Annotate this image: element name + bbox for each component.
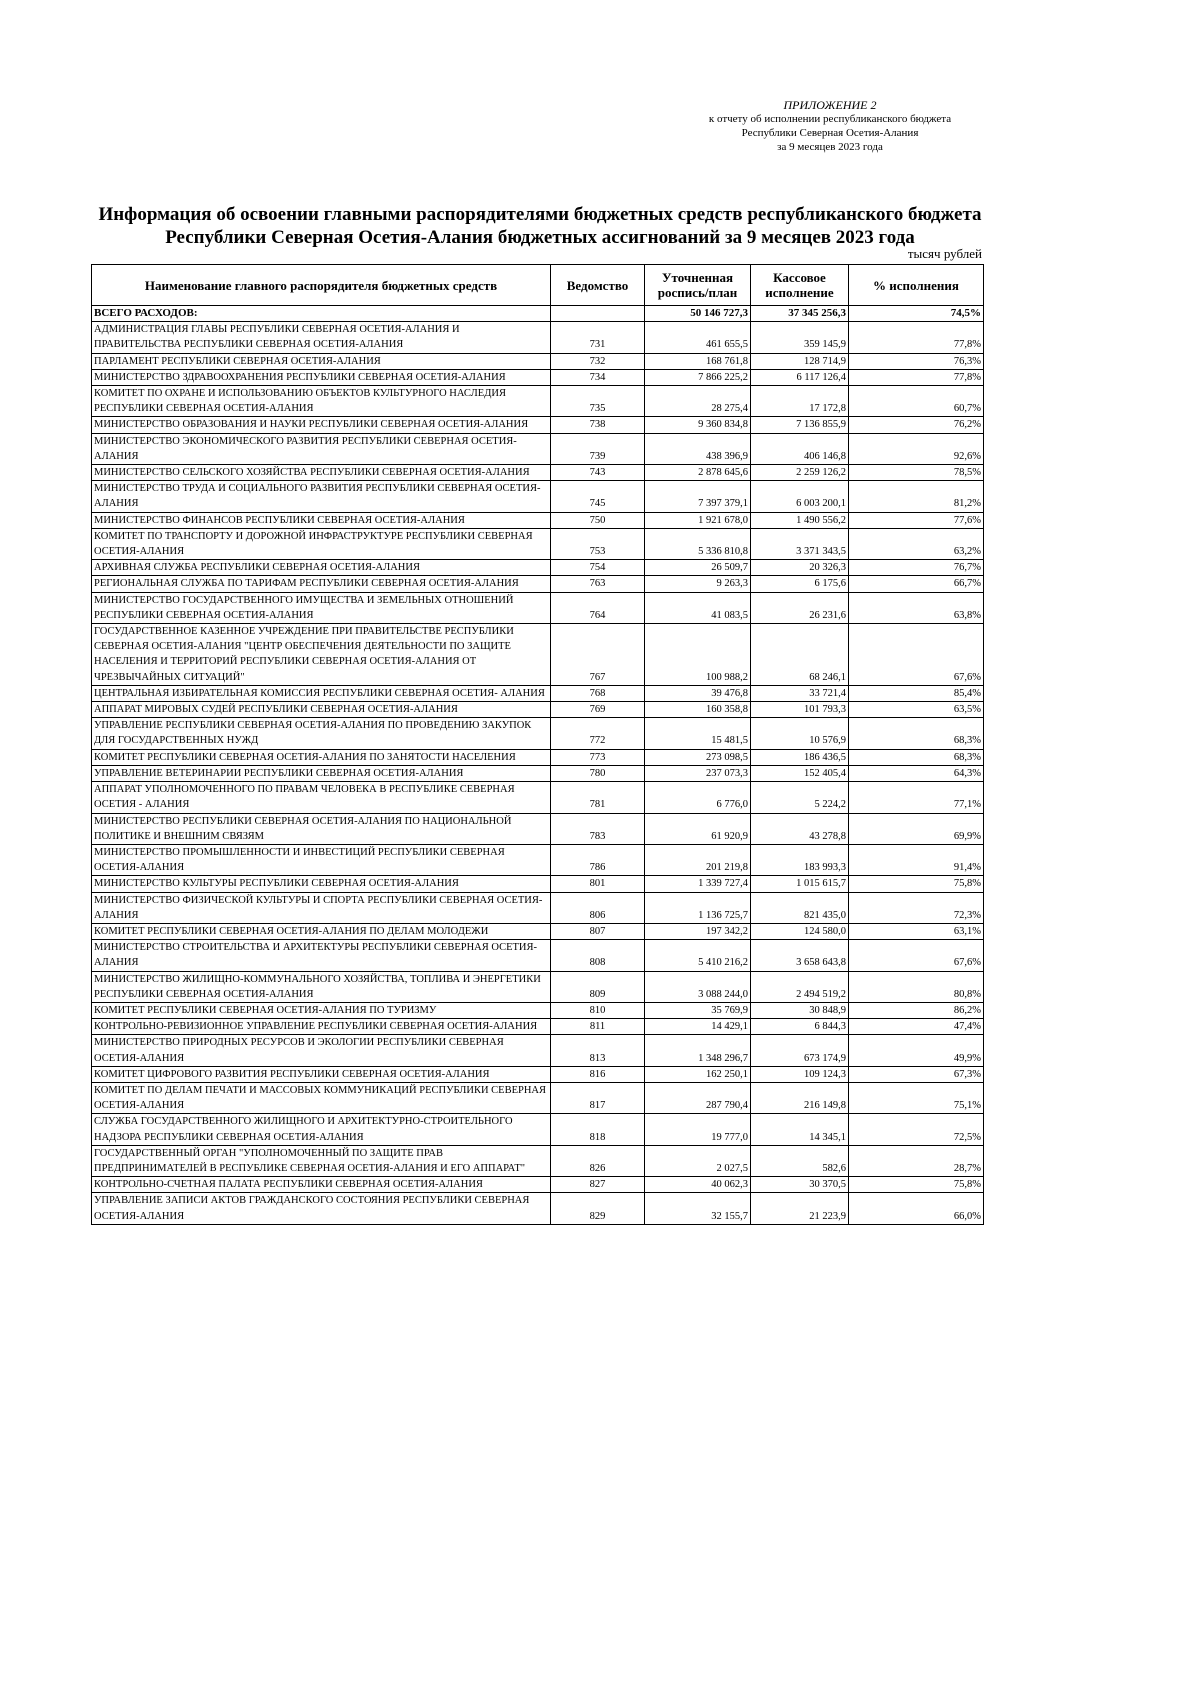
row-pct: 76,2%	[849, 417, 984, 433]
row-plan: 35 769,9	[645, 1002, 751, 1018]
table-body	[92, 306, 984, 1225]
row-name: МИНИСТЕРСТВО ТРУДА И СОЦИАЛЬНОГО РАЗВИТИЯ РЕСПУБЛИКИ СЕВЕРНАЯ ОСЕТИЯ-АЛАНИЯ	[92, 481, 551, 512]
row-cash: 6 175,6	[751, 576, 849, 592]
row-dept: 764	[551, 592, 645, 623]
row-cash: 68 246,1	[751, 624, 849, 686]
row-cash: 2 494 519,2	[751, 971, 849, 1002]
row-pct: 64,3%	[849, 765, 984, 781]
table-row	[92, 971, 984, 1002]
row-pct: 47,4%	[849, 1019, 984, 1035]
row-dept: 743	[551, 465, 645, 481]
row-cash: 20 326,3	[751, 560, 849, 576]
row-cash: 673 174,9	[751, 1035, 849, 1066]
row-dept: 754	[551, 560, 645, 576]
row-cash: 43 278,8	[751, 813, 849, 844]
row-pct: 63,1%	[849, 923, 984, 939]
row-plan: 197 342,2	[645, 923, 751, 939]
total-dept	[551, 306, 645, 322]
row-pct: 67,3%	[849, 1066, 984, 1082]
row-pct: 72,5%	[849, 1114, 984, 1145]
row-cash: 30 848,9	[751, 1002, 849, 1018]
row-pct: 76,3%	[849, 353, 984, 369]
row-plan: 168 761,8	[645, 353, 751, 369]
row-plan: 26 509,7	[645, 560, 751, 576]
row-cash: 101 793,3	[751, 702, 849, 718]
row-name: СЛУЖБА ГОСУДАРСТВЕННОГО ЖИЛИЩНОГО И АРХИТЕКТУРНО-СТРОИТЕЛЬНОГО НАДЗОРА РЕСПУБЛИКИ СЕВЕРНАЯ ОСЕТИЯ-АЛАНИЯ	[92, 1114, 551, 1145]
table-row	[92, 940, 984, 971]
row-name: КОМИТЕТ РЕСПУБЛИКИ СЕВЕРНАЯ ОСЕТИЯ-АЛАНИЯ ПО ДЕЛАМ МОЛОДЕЖИ	[92, 923, 551, 939]
table-row	[92, 481, 984, 512]
table-row	[92, 782, 984, 813]
row-cash: 821 435,0	[751, 892, 849, 923]
row-name: КОМИТЕТ ПО ТРАНСПОРТУ И ДОРОЖНОЙ ИНФРАСТРУКТУРЕ РЕСПУБЛИКИ СЕВЕРНАЯ ОСЕТИЯ-АЛАНИЯ	[92, 528, 551, 559]
table-row	[92, 433, 984, 464]
row-plan: 160 358,8	[645, 702, 751, 718]
appendix-line: за 9 месяцев 2023 года	[777, 141, 883, 153]
row-dept: 753	[551, 528, 645, 559]
table-row	[92, 417, 984, 433]
row-pct: 63,8%	[849, 592, 984, 623]
row-dept: 738	[551, 417, 645, 433]
table-row	[92, 685, 984, 701]
row-pct: 66,7%	[849, 576, 984, 592]
table-row	[92, 624, 984, 686]
appendix-title: ПРИЛОЖЕНИЕ 2	[783, 98, 877, 112]
row-pct: 68,3%	[849, 718, 984, 749]
table-row	[92, 353, 984, 369]
table-row	[92, 528, 984, 559]
row-dept: 809	[551, 971, 645, 1002]
row-pct: 63,2%	[849, 528, 984, 559]
row-cash: 17 172,8	[751, 386, 849, 417]
row-dept: 780	[551, 765, 645, 781]
row-cash: 26 231,6	[751, 592, 849, 623]
row-cash: 6 117 126,4	[751, 369, 849, 385]
row-cash: 3 371 343,5	[751, 528, 849, 559]
table-header-row	[92, 265, 984, 306]
table-row	[92, 813, 984, 844]
row-plan: 15 481,5	[645, 718, 751, 749]
total-row	[92, 306, 984, 322]
row-cash: 128 714,9	[751, 353, 849, 369]
row-plan: 6 776,0	[645, 782, 751, 813]
total-cash: 37 345 256,3	[751, 306, 849, 322]
total-pct: 74,5%	[849, 306, 984, 322]
row-cash: 5 224,2	[751, 782, 849, 813]
row-pct: 72,3%	[849, 892, 984, 923]
table-row	[92, 576, 984, 592]
table-row	[92, 592, 984, 623]
row-plan: 5 410 216,2	[645, 940, 751, 971]
table-row	[92, 512, 984, 528]
row-name: УПРАВЛЕНИЕ ЗАПИСИ АКТОВ ГРАЖДАНСКОГО СОСТОЯНИЯ РЕСПУБЛИКИ СЕВЕРНАЯ ОСЕТИЯ-АЛАНИЯ	[92, 1193, 551, 1224]
table-row	[92, 465, 984, 481]
row-name: АДМИНИСТРАЦИЯ ГЛАВЫ РЕСПУБЛИКИ СЕВЕРНАЯ ОСЕТИЯ-АЛАНИЯ И ПРАВИТЕЛЬСТВА РЕСПУБЛИКИ СЕВЕРНАЯ ОСЕТИЯ-АЛАНИЯ	[92, 322, 551, 353]
row-pct: 60,7%	[849, 386, 984, 417]
appendix-line: к отчету об исполнении республиканского бюджета	[708, 113, 952, 125]
row-dept: 781	[551, 782, 645, 813]
row-plan: 9 360 834,8	[645, 417, 751, 433]
row-name: УПРАВЛЕНИЕ ВЕТЕРИНАРИИ РЕСПУБЛИКИ СЕВЕРНАЯ ОСЕТИЯ-АЛАНИЯ	[92, 765, 551, 781]
row-pct: 77,6%	[849, 512, 984, 528]
row-plan: 287 790,4	[645, 1082, 751, 1113]
row-plan: 438 396,9	[645, 433, 751, 464]
row-pct: 91,4%	[849, 844, 984, 875]
row-cash: 152 405,4	[751, 765, 849, 781]
row-pct: 75,8%	[849, 1177, 984, 1193]
row-dept: 772	[551, 718, 645, 749]
row-name: КОНТРОЛЬНО-РЕВИЗИОННОЕ УПРАВЛЕНИЕ РЕСПУБЛИКИ СЕВЕРНАЯ ОСЕТИЯ-АЛАНИЯ	[92, 1019, 551, 1035]
row-dept: 734	[551, 369, 645, 385]
row-cash: 406 146,8	[751, 433, 849, 464]
row-name: МИНИСТЕРСТВО ПРОМЫШЛЕННОСТИ И ИНВЕСТИЦИЙ РЕСПУБЛИКИ СЕВЕРНАЯ ОСЕТИЯ-АЛАНИЯ	[92, 844, 551, 875]
row-name: МИНИСТЕРСТВО РЕСПУБЛИКИ СЕВЕРНАЯ ОСЕТИЯ-АЛАНИЯ ПО НАЦИОНАЛЬНОЙ ПОЛИТИКЕ И ВНЕШНИМ СВЯЗЯМ	[92, 813, 551, 844]
row-pct: 49,9%	[849, 1035, 984, 1066]
row-pct: 77,1%	[849, 782, 984, 813]
row-pct: 68,3%	[849, 749, 984, 765]
row-name: ЦЕНТРАЛЬНАЯ ИЗБИРАТЕЛЬНАЯ КОМИССИЯ РЕСПУБЛИКИ СЕВЕРНАЯ ОСЕТИЯ- АЛАНИЯ	[92, 685, 551, 701]
row-plan: 28 275,4	[645, 386, 751, 417]
table-row	[92, 1019, 984, 1035]
row-name: РЕГИОНАЛЬНАЯ СЛУЖБА ПО ТАРИФАМ РЕСПУБЛИКИ СЕВЕРНАЯ ОСЕТИЯ-АЛАНИЯ	[92, 576, 551, 592]
row-pct: 75,8%	[849, 876, 984, 892]
appendix-line: Республики Северная Осетия-Алания	[741, 127, 919, 139]
row-plan: 39 476,8	[645, 685, 751, 701]
row-dept: 732	[551, 353, 645, 369]
row-plan: 2 878 645,6	[645, 465, 751, 481]
row-dept: 807	[551, 923, 645, 939]
row-name: МИНИСТЕРСТВО СТРОИТЕЛЬСТВА И АРХИТЕКТУРЫ РЕСПУБЛИКИ СЕВЕРНАЯ ОСЕТИЯ-АЛАНИЯ	[92, 940, 551, 971]
row-dept: 745	[551, 481, 645, 512]
table-row	[92, 1114, 984, 1145]
row-name: КОМИТЕТ ПО ДЕЛАМ ПЕЧАТИ И МАССОВЫХ КОММУНИКАЦИЙ РЕСПУБЛИКИ СЕВЕРНАЯ ОСЕТИЯ-АЛАНИЯ	[92, 1082, 551, 1113]
row-plan: 7 866 225,2	[645, 369, 751, 385]
header-pct: % исполнения	[849, 265, 984, 306]
row-pct: 77,8%	[849, 369, 984, 385]
row-pct: 67,6%	[849, 624, 984, 686]
row-name: КОМИТЕТ ЦИФРОВОГО РАЗВИТИЯ РЕСПУБЛИКИ СЕВЕРНАЯ ОСЕТИЯ-АЛАНИЯ	[92, 1066, 551, 1082]
row-cash: 186 436,5	[751, 749, 849, 765]
table-row	[92, 1002, 984, 1018]
row-dept: 827	[551, 1177, 645, 1193]
row-dept: 826	[551, 1145, 645, 1176]
row-dept: 769	[551, 702, 645, 718]
row-dept: 739	[551, 433, 645, 464]
row-name: МИНИСТЕРСТВО ФИНАНСОВ РЕСПУБЛИКИ СЕВЕРНАЯ ОСЕТИЯ-АЛАНИЯ	[92, 512, 551, 528]
table-row	[92, 702, 984, 718]
row-dept: 801	[551, 876, 645, 892]
row-dept: 750	[551, 512, 645, 528]
budget-table	[91, 264, 984, 1225]
total-plan: 50 146 727,3	[645, 306, 751, 322]
row-plan: 273 098,5	[645, 749, 751, 765]
row-name: МИНИСТЕРСТВО ЖИЛИЩНО-КОММУНАЛЬНОГО ХОЗЯЙСТВА, ТОПЛИВА И ЭНЕРГЕТИКИ РЕСПУБЛИКИ СЕВЕРНАЯ ОСЕТИЯ-АЛАНИЯ	[92, 971, 551, 1002]
table-row	[92, 322, 984, 353]
row-cash: 10 576,9	[751, 718, 849, 749]
row-pct: 66,0%	[849, 1193, 984, 1224]
table-row	[92, 844, 984, 875]
row-dept: 810	[551, 1002, 645, 1018]
row-dept: 811	[551, 1019, 645, 1035]
row-name: КОМИТЕТ РЕСПУБЛИКИ СЕВЕРНАЯ ОСЕТИЯ-АЛАНИЯ ПО ЗАНЯТОСТИ НАСЕЛЕНИЯ	[92, 749, 551, 765]
row-dept: 786	[551, 844, 645, 875]
table-row	[92, 1066, 984, 1082]
row-name: МИНИСТЕРСТВО ГОСУДАРСТВЕННОГО ИМУЩЕСТВА И ЗЕМЕЛЬНЫХ ОТНОШЕНИЙ РЕСПУБЛИКИ СЕВЕРНАЯ ОСЕТИЯ-АЛАНИЯ	[92, 592, 551, 623]
row-name: МИНИСТЕРСТВО ОБРАЗОВАНИЯ И НАУКИ РЕСПУБЛИКИ СЕВЕРНАЯ ОСЕТИЯ-АЛАНИЯ	[92, 417, 551, 433]
table-row	[92, 749, 984, 765]
row-name: КОМИТЕТ РЕСПУБЛИКИ СЕВЕРНАЯ ОСЕТИЯ-АЛАНИЯ ПО ТУРИЗМУ	[92, 1002, 551, 1018]
row-name: АППАРАТ УПОЛНОМОЧЕННОГО ПО ПРАВАМ ЧЕЛОВЕКА В РЕСПУБЛИКЕ СЕВЕРНАЯ ОСЕТИЯ - АЛАНИЯ	[92, 782, 551, 813]
row-plan: 1 348 296,7	[645, 1035, 751, 1066]
row-pct: 75,1%	[849, 1082, 984, 1113]
row-pct: 86,2%	[849, 1002, 984, 1018]
row-dept: 817	[551, 1082, 645, 1113]
row-cash: 216 149,8	[751, 1082, 849, 1113]
table-row	[92, 560, 984, 576]
header-cash: Кассовое исполнение	[751, 265, 849, 306]
row-pct: 78,5%	[849, 465, 984, 481]
row-name: ПАРЛАМЕНТ РЕСПУБЛИКИ СЕВЕРНАЯ ОСЕТИЯ-АЛАНИЯ	[92, 353, 551, 369]
row-cash: 30 370,5	[751, 1177, 849, 1193]
row-pct: 28,7%	[849, 1145, 984, 1176]
row-plan: 19 777,0	[645, 1114, 751, 1145]
row-name: МИНИСТЕРСТВО ФИЗИЧЕСКОЙ КУЛЬТУРЫ И СПОРТА РЕСПУБЛИКИ СЕВЕРНАЯ ОСЕТИЯ-АЛАНИЯ	[92, 892, 551, 923]
appendix-block	[640, 98, 1020, 154]
row-cash: 2 259 126,2	[751, 465, 849, 481]
row-name: КОМИТЕТ ПО ОХРАНЕ И ИСПОЛЬЗОВАНИЮ ОБЪЕКТОВ КУЛЬТУРНОГО НАСЛЕДИЯ РЕСПУБЛИКИ СЕВЕРНАЯ ОСЕТИЯ-АЛАНИЯ	[92, 386, 551, 417]
row-dept: 813	[551, 1035, 645, 1066]
row-cash: 14 345,1	[751, 1114, 849, 1145]
row-cash: 6 003 200,1	[751, 481, 849, 512]
row-name: МИНИСТЕРСТВО ПРИРОДНЫХ РЕСУРСОВ И ЭКОЛОГИИ РЕСПУБЛИКИ СЕВЕРНАЯ ОСЕТИЯ-АЛАНИЯ	[92, 1035, 551, 1066]
row-name: УПРАВЛЕНИЕ РЕСПУБЛИКИ СЕВЕРНАЯ ОСЕТИЯ-АЛАНИЯ ПО ПРОВЕДЕНИЮ ЗАКУПОК ДЛЯ ГОСУДАРСТВЕННЫХ НУЖД	[92, 718, 551, 749]
row-plan: 5 336 810,8	[645, 528, 751, 559]
table-row	[92, 1082, 984, 1113]
units-label: тысяч рублей	[907, 246, 982, 261]
row-dept: 818	[551, 1114, 645, 1145]
table-row	[92, 892, 984, 923]
table-row	[92, 1035, 984, 1066]
header-plan: Уточненная роспись/план	[645, 265, 751, 306]
row-dept: 773	[551, 749, 645, 765]
row-plan: 100 988,2	[645, 624, 751, 686]
table-row	[92, 369, 984, 385]
row-name: АППАРАТ МИРОВЫХ СУДЕЙ РЕСПУБЛИКИ СЕВЕРНАЯ ОСЕТИЯ-АЛАНИЯ	[92, 702, 551, 718]
header-name: Наименование главного распорядителя бюджетных средств	[92, 265, 551, 306]
row-name: МИНИСТЕРСТВО КУЛЬТУРЫ РЕСПУБЛИКИ СЕВЕРНАЯ ОСЕТИЯ-АЛАНИЯ	[92, 876, 551, 892]
row-name: МИНИСТЕРСТВО СЕЛЬСКОГО ХОЗЯЙСТВА РЕСПУБЛИКИ СЕВЕРНАЯ ОСЕТИЯ-АЛАНИЯ	[92, 465, 551, 481]
row-plan: 461 655,5	[645, 322, 751, 353]
row-name: АРХИВНАЯ СЛУЖБА РЕСПУБЛИКИ СЕВЕРНАЯ ОСЕТИЯ-АЛАНИЯ	[92, 560, 551, 576]
row-plan: 32 155,7	[645, 1193, 751, 1224]
row-plan: 201 219,8	[645, 844, 751, 875]
table-row	[92, 1177, 984, 1193]
row-cash: 33 721,4	[751, 685, 849, 701]
row-pct: 69,9%	[849, 813, 984, 844]
row-plan: 41 083,5	[645, 592, 751, 623]
row-plan: 9 263,3	[645, 576, 751, 592]
row-plan: 14 429,1	[645, 1019, 751, 1035]
row-cash: 183 993,3	[751, 844, 849, 875]
row-plan: 2 027,5	[645, 1145, 751, 1176]
row-plan: 61 920,9	[645, 813, 751, 844]
row-pct: 63,5%	[849, 702, 984, 718]
row-pct: 92,6%	[849, 433, 984, 464]
row-dept: 735	[551, 386, 645, 417]
table-row	[92, 876, 984, 892]
row-cash: 582,6	[751, 1145, 849, 1176]
row-cash: 7 136 855,9	[751, 417, 849, 433]
row-pct: 81,2%	[849, 481, 984, 512]
row-plan: 3 088 244,0	[645, 971, 751, 1002]
row-dept: 829	[551, 1193, 645, 1224]
row-name: ГОСУДАРСТВЕННОЕ КАЗЕННОЕ УЧРЕЖДЕНИЕ ПРИ ПРАВИТЕЛЬСТВЕ РЕСПУБЛИКИ СЕВЕРНАЯ ОСЕТИЯ-АЛАНИЯ "ЦЕНТР ОБЕСПЕЧЕНИЯ ДЕЯТЕЛЬНОСТИ ПО ЗАЩИТЕ НАСЕЛЕНИЯ И ТЕРРИТОРИЙ РЕСПУБЛИКИ СЕВЕРНАЯ ОСЕТИЯ-АЛАНИЯ ОТ ЧРЕЗВЫЧАЙНЫХ СИТУАЦИЙ"	[92, 624, 551, 686]
table-row	[92, 765, 984, 781]
total-label: ВСЕГО РАСХОДОВ:	[92, 306, 551, 322]
row-dept: 768	[551, 685, 645, 701]
row-cash: 124 580,0	[751, 923, 849, 939]
row-cash: 359 145,9	[751, 322, 849, 353]
row-plan: 162 250,1	[645, 1066, 751, 1082]
row-cash: 109 124,3	[751, 1066, 849, 1082]
document-title	[90, 203, 990, 249]
row-cash: 3 658 643,8	[751, 940, 849, 971]
row-plan: 40 062,3	[645, 1177, 751, 1193]
row-dept: 731	[551, 322, 645, 353]
row-cash: 1 015 615,7	[751, 876, 849, 892]
row-plan: 237 073,3	[645, 765, 751, 781]
row-cash: 1 490 556,2	[751, 512, 849, 528]
row-pct: 67,6%	[849, 940, 984, 971]
row-plan: 7 397 379,1	[645, 481, 751, 512]
row-pct: 80,8%	[849, 971, 984, 1002]
row-pct: 85,4%	[849, 685, 984, 701]
row-dept: 808	[551, 940, 645, 971]
row-dept: 763	[551, 576, 645, 592]
row-dept: 816	[551, 1066, 645, 1082]
table-row	[92, 386, 984, 417]
row-plan: 1 339 727,4	[645, 876, 751, 892]
table-row	[92, 1193, 984, 1224]
row-plan: 1 921 678,0	[645, 512, 751, 528]
row-name: МИНИСТЕРСТВО ЭКОНОМИЧЕСКОГО РАЗВИТИЯ РЕСПУБЛИКИ СЕВЕРНАЯ ОСЕТИЯ-АЛАНИЯ	[92, 433, 551, 464]
row-pct: 76,7%	[849, 560, 984, 576]
table-row	[92, 923, 984, 939]
row-dept: 806	[551, 892, 645, 923]
row-name: ГОСУДАРСТВЕННЫЙ ОРГАН "УПОЛНОМОЧЕННЫЙ ПО ЗАЩИТЕ ПРАВ ПРЕДПРИНИМАТЕЛЕЙ В РЕСПУБЛИКЕ СЕВЕРНАЯ ОСЕТИЯ-АЛАНИЯ И ЕГО АППАРАТ"	[92, 1145, 551, 1176]
row-cash: 21 223,9	[751, 1193, 849, 1224]
row-name: МИНИСТЕРСТВО ЗДРАВООХРАНЕНИЯ РЕСПУБЛИКИ СЕВЕРНАЯ ОСЕТИЯ-АЛАНИЯ	[92, 369, 551, 385]
table-row	[92, 1145, 984, 1176]
table-row	[92, 718, 984, 749]
document-title-line: Республики Северная Осетия-Алания бюджетных ассигнований за 9 месяцев 2023 года	[165, 227, 915, 248]
row-cash: 6 844,3	[751, 1019, 849, 1035]
row-dept: 783	[551, 813, 645, 844]
document-title-line: Информация об освоении главными распорядителями бюджетных средств республиканского бюджета	[98, 204, 982, 225]
row-plan: 1 136 725,7	[645, 892, 751, 923]
row-dept: 767	[551, 624, 645, 686]
header-dept: Ведомство	[551, 265, 645, 306]
row-name: КОНТРОЛЬНО-СЧЕТНАЯ ПАЛАТА РЕСПУБЛИКИ СЕВЕРНАЯ ОСЕТИЯ-АЛАНИЯ	[92, 1177, 551, 1193]
row-pct: 77,8%	[849, 322, 984, 353]
